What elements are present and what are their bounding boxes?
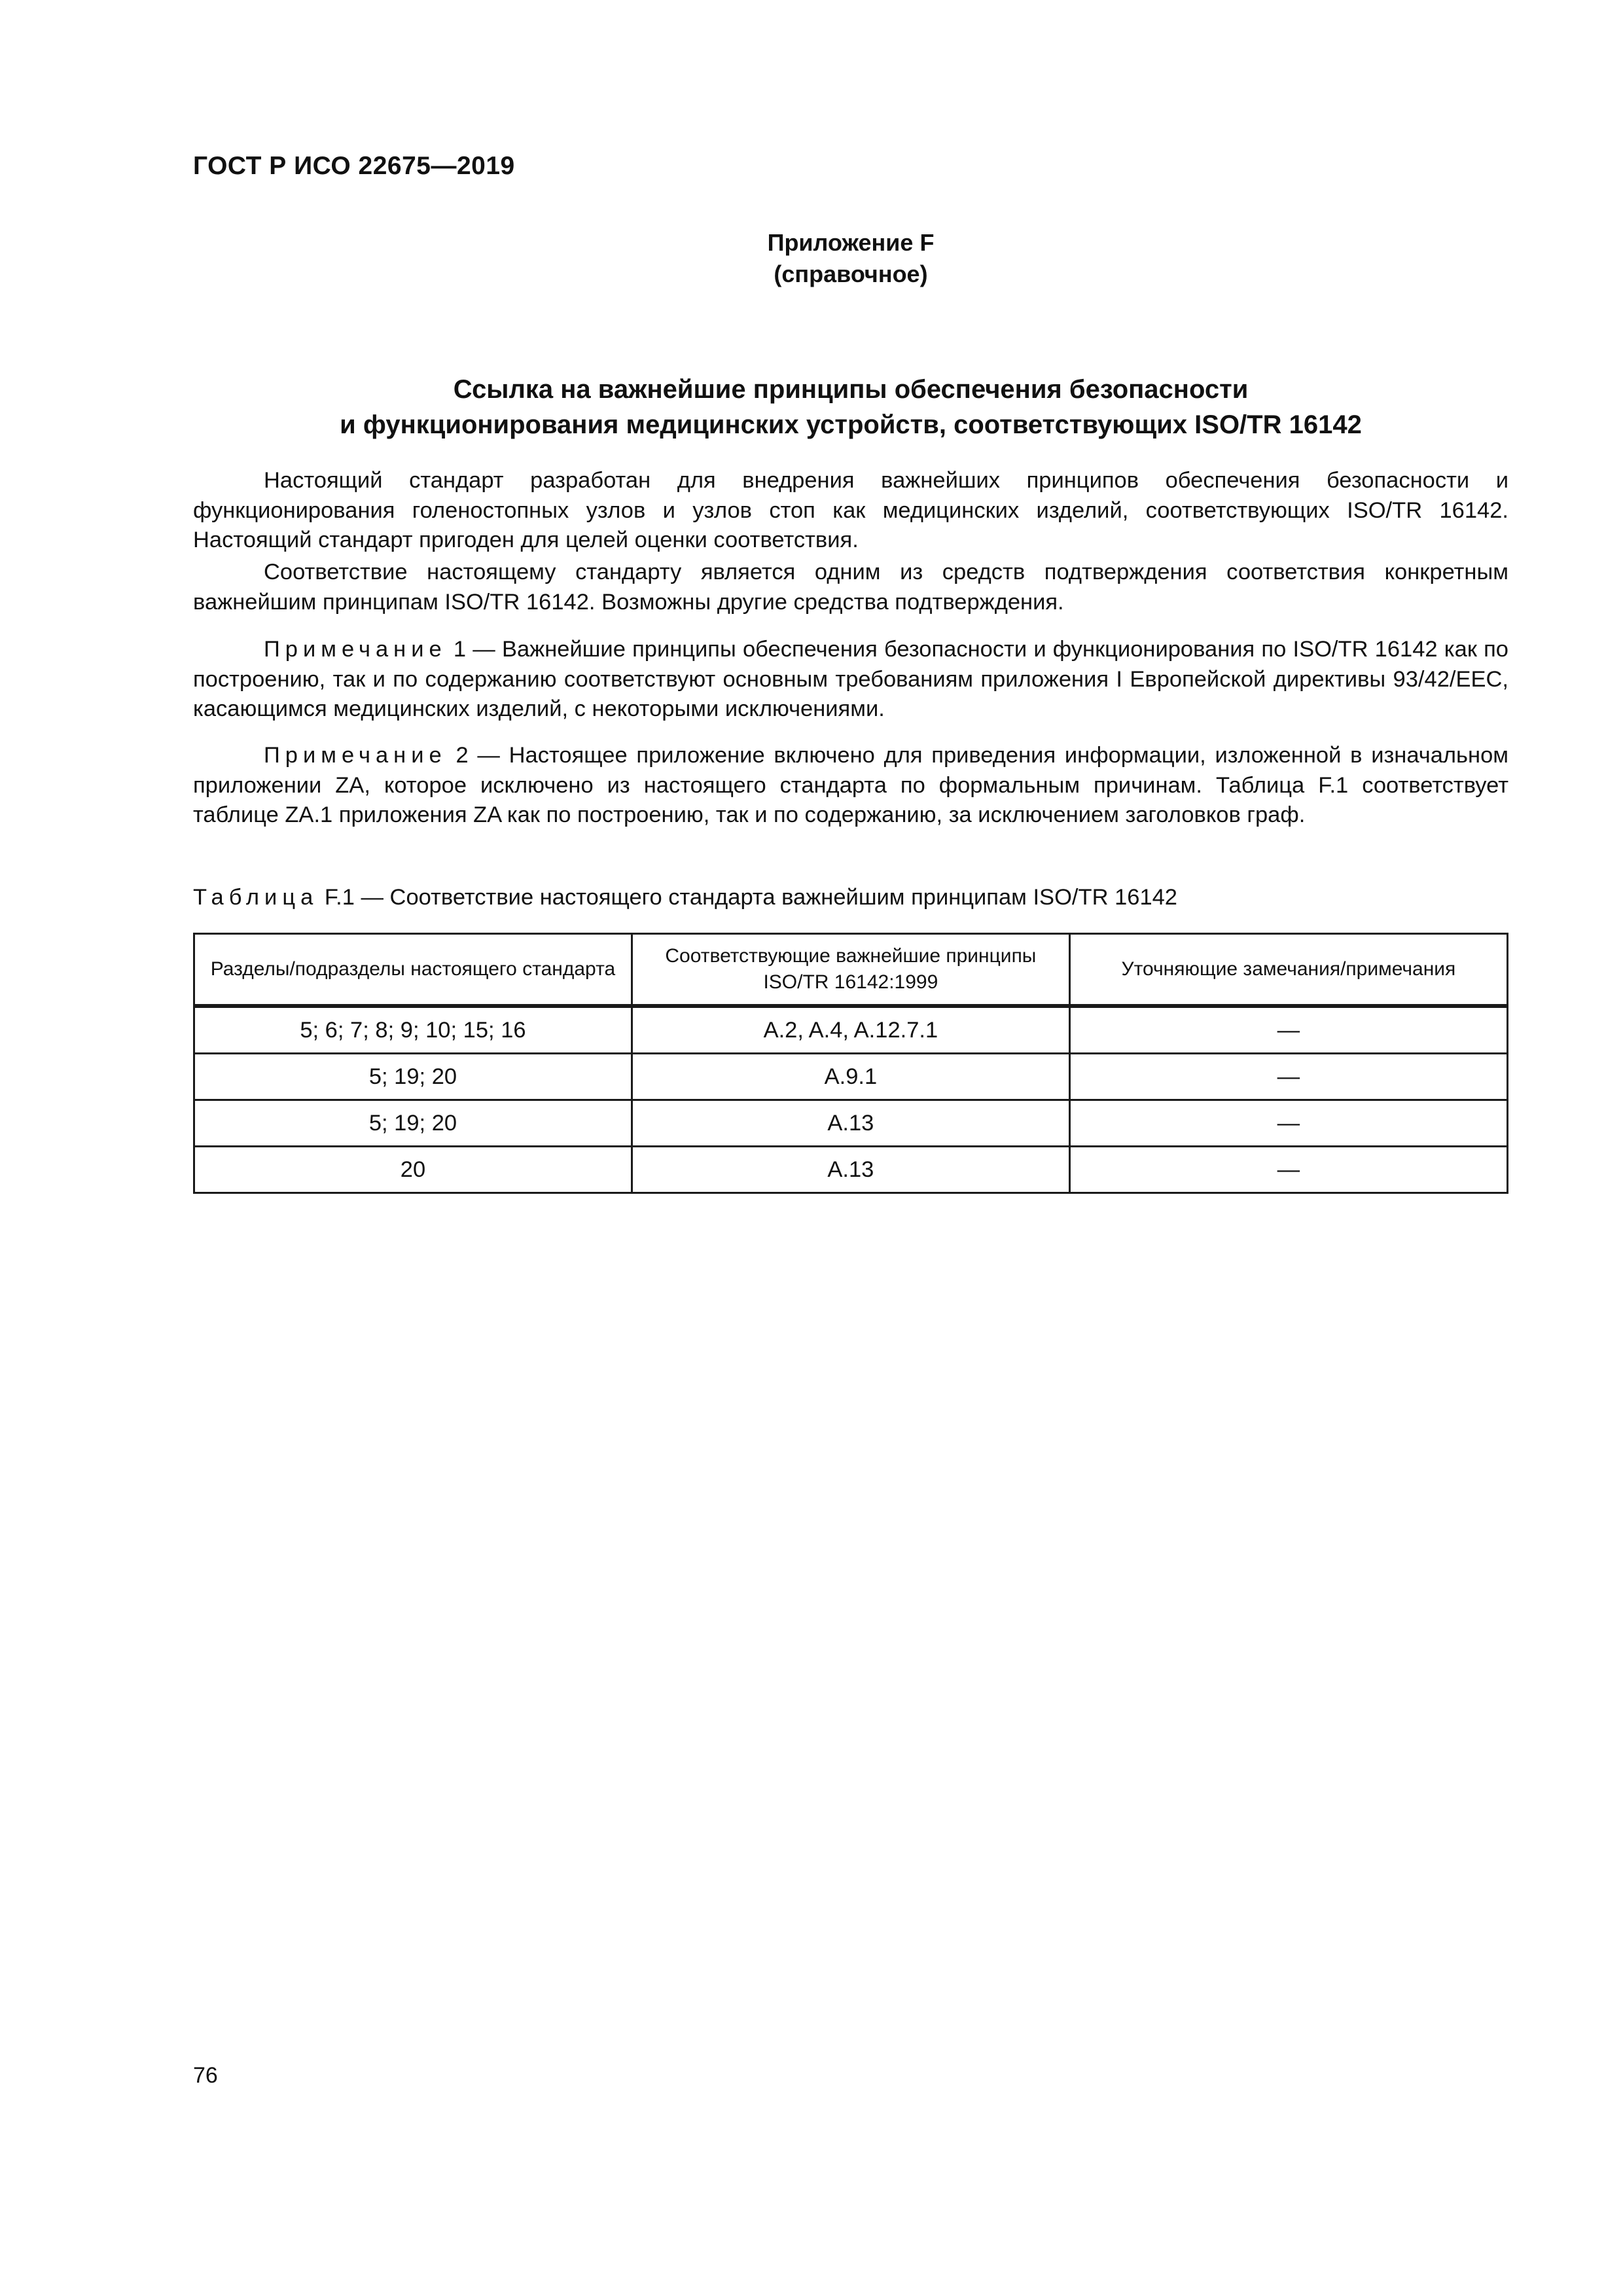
table-cell-sections: 5; 19; 20	[194, 1100, 632, 1147]
note-2-text: 2 — Настоящее приложение включено для приведения информации, изложенной в изначальном приложении ZA, которое исключено из настоящего стандарта по формальным причинам. Таблица F.1 соответствует таблице ZA.1 приложения ZA как по построению, так и по содержанию, за исключением заголовков граф.	[193, 743, 1508, 827]
table-cell-sections: 5; 6; 7; 8; 9; 10; 15; 16	[194, 1006, 632, 1054]
document-title	[193, 372, 1508, 442]
table-caption-text: F.1 — Соответствие настоящего стандарта важнейшим принципам ISO/TR 16142	[318, 885, 1177, 910]
table-caption-label: Таблица	[193, 885, 319, 910]
table-header-row	[194, 934, 1508, 1007]
table-caption	[193, 882, 1177, 912]
column-header-remarks: Уточняющие замечания/примечания	[1069, 934, 1507, 1007]
table-row	[194, 1054, 1508, 1100]
note-2	[193, 741, 1508, 831]
table-cell-principles: A.9.1	[632, 1054, 1069, 1100]
page-number: 76	[193, 2063, 218, 2088]
table-cell-principles: A.2, A.4, A.12.7.1	[632, 1006, 1069, 1054]
paragraph-2	[193, 558, 1508, 617]
note-1-text: 1 — Важнейшие принципы обеспечения безопасности и функционирования по ISO/TR 16142 как по построению, так и по содержанию соответствуют основным требованиям приложения I Европейской директивы 93/42/EEC, касающимся медицинских изделий, с некоторыми исключениями.	[193, 637, 1508, 721]
paragraph-1	[193, 466, 1508, 556]
table-cell-principles: A.13	[632, 1147, 1069, 1193]
document-code: ГОСТ Р ИСО 22675—2019	[193, 152, 515, 180]
table-cell-remarks: —	[1069, 1100, 1507, 1147]
table-cell-remarks: —	[1069, 1147, 1507, 1193]
table-row	[194, 1006, 1508, 1054]
note-2-label: Примечание	[264, 743, 447, 768]
table-row	[194, 1147, 1508, 1193]
table-cell-principles: A.13	[632, 1100, 1069, 1147]
paragraph-1-text: Настоящий стандарт разработан для внедрения важнейших принципов обеспечения безопасности и функционирования голеностопных узлов и узлов стоп как медицинских изделий, соответствующих ISO/TR 16142. Настоящий стандарт пригоден для целей оценки соответствия.	[193, 468, 1508, 552]
table-cell-sections: 20	[194, 1147, 632, 1193]
annex-type: (справочное)	[774, 260, 928, 287]
document-title-line-1: Ссылка на важнейшие принципы обеспечения безопасности	[453, 375, 1249, 404]
table-row	[194, 1100, 1508, 1147]
table-cell-sections: 5; 19; 20	[194, 1054, 632, 1100]
column-header-sections: Разделы/подразделы настоящего стандарта	[194, 934, 632, 1007]
annex-title: Приложение F	[767, 229, 935, 256]
paragraph-2-text: Соответствие настоящему стандарту является одним из средств подтверждения соответствия конкретным важнейшим принципам ISO/TR 16142. Возможны другие средства подтверждения.	[193, 560, 1508, 615]
note-1	[193, 635, 1508, 725]
table-cell-remarks: —	[1069, 1054, 1507, 1100]
note-1-label: Примечание	[264, 637, 447, 662]
correspondence-table	[193, 933, 1508, 1194]
table-cell-remarks: —	[1069, 1006, 1507, 1054]
document-title-line-2: и функционирования медицинских устройств, соответствующих ISO/TR 16142	[340, 410, 1362, 439]
column-header-principles: Соответствующие важнейшие принципы ISO/TR 16142:1999	[632, 934, 1069, 1007]
